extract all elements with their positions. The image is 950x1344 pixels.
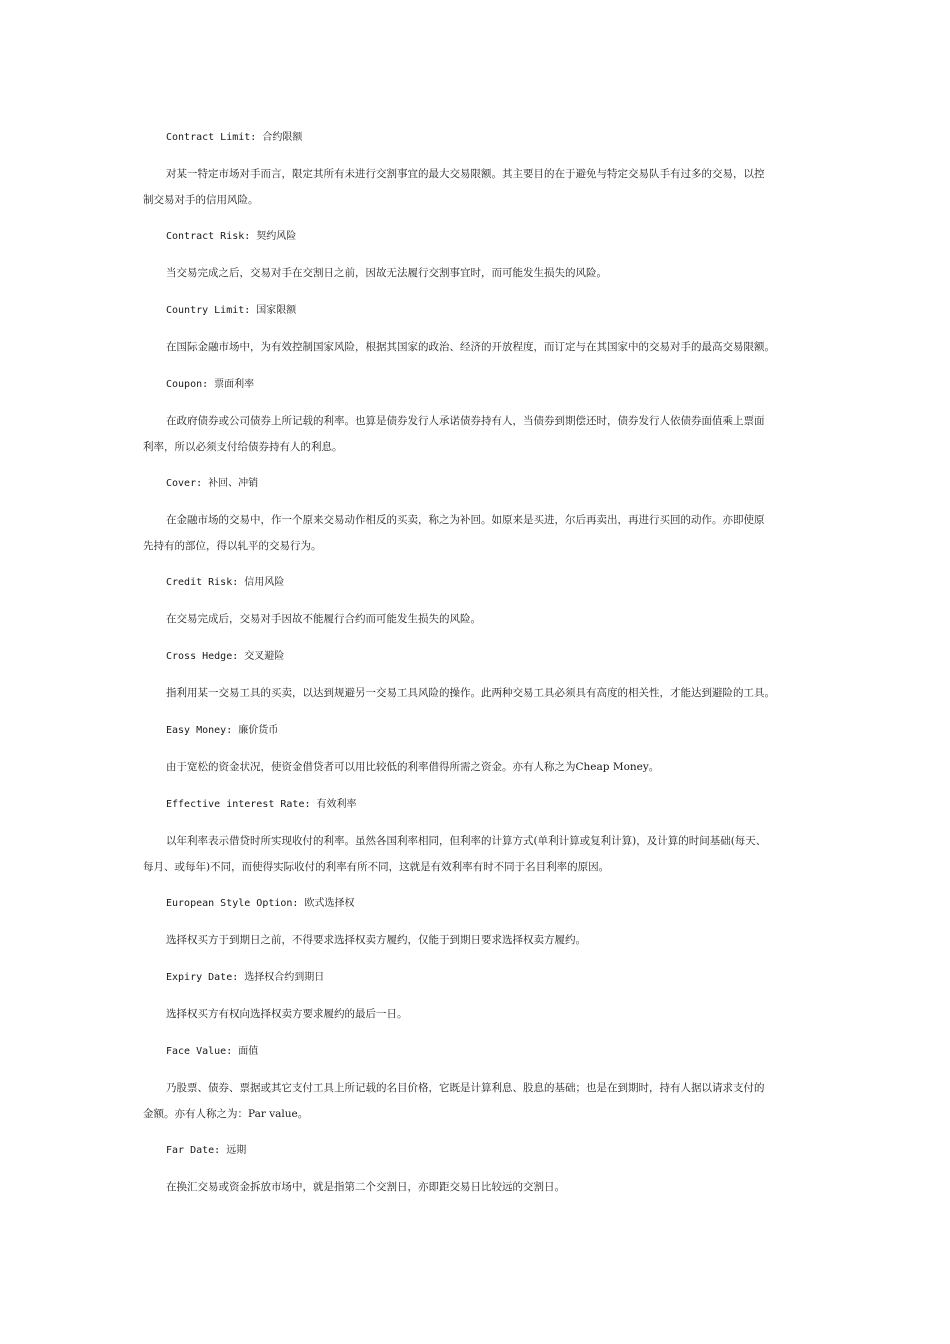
glossary-term: Contract Risk: 契约风险 bbox=[166, 231, 297, 242]
glossary-term: Country Limit: 国家限额 bbox=[166, 305, 297, 316]
glossary-term: Credit Risk: 信用风险 bbox=[166, 577, 285, 588]
glossary-definition-line: 制交易对手的信用风险。 bbox=[143, 194, 259, 206]
glossary-definition-line: 指利用某一交易工具的买卖，以达到规避另一交易工具风险的操作。此两种交易工具必须具有高度的相关性，才能达到避险的工具。 bbox=[166, 687, 775, 699]
glossary-term: Cover: 补回、冲销 bbox=[166, 478, 259, 489]
glossary-term: Far Date: 远期 bbox=[166, 1145, 247, 1156]
glossary-definition-line: 先持有的部位，得以轧平的交易行为。 bbox=[143, 540, 322, 552]
glossary-term: Expiry Date: 选择权合约到期日 bbox=[166, 972, 325, 983]
glossary-definition-line: 在政府债券或公司债券上所记载的利率。也算是债券发行人承诺债券持有人，当债券到期偿还时，债券发行人依债券面值乘上票面 bbox=[166, 415, 765, 427]
glossary-definition-line: 对某一特定市场对手而言，限定其所有未进行交割事宜的最大交易限额。其主要目的在于避免与特定交易队手有过多的交易，以控 bbox=[166, 168, 765, 180]
glossary-term: Face Value: 面值 bbox=[166, 1046, 259, 1057]
glossary-term: Effective interest Rate: 有效利率 bbox=[166, 799, 357, 810]
glossary-definition-line: 在国际金融市场中，为有效控制国家风险，根据其国家的政治、经济的开放程度，而订定与在其国家中的交易对手的最高交易限额。 bbox=[166, 341, 775, 353]
glossary-definition-line: 乃股票、债券、票据或其它支付工具上所记载的名目价格，它既是计算利息、股息的基础；也是在到期时，持有人据以请求支付的 bbox=[166, 1082, 765, 1094]
glossary-definition-line: 利率，所以必须支付给债券持有人的利息。 bbox=[143, 441, 343, 453]
glossary-term: Cross Hedge: 交叉避险 bbox=[166, 651, 285, 662]
glossary-term: Contract Limit: 合约限额 bbox=[166, 132, 303, 143]
glossary-definition-line: 选择权买方于到期日之前，不得要求选择权卖方履约，仅能于到期日要求选择权卖方履约。 bbox=[166, 934, 586, 946]
glossary-definition-line: 当交易完成之后，交易对手在交割日之前，因故无法履行交割事宜时，而可能发生损失的风险。 bbox=[166, 267, 607, 279]
glossary-definition-line: 在换汇交易或资金拆放市场中，就是指第二个交割日，亦即距交易日比较远的交割日。 bbox=[166, 1181, 565, 1193]
glossary-term: Coupon: 票面利率 bbox=[166, 379, 255, 390]
glossary-definition-line: 以年利率表示借贷时所实现收付的利率。虽然各国利率相同，但利率的计算方式(单利计算或复利计算)，及计算的时间基础(每天、 bbox=[166, 835, 767, 847]
glossary-definition-line: 选择权买方有权向选择权卖方要求履约的最后一日。 bbox=[166, 1008, 408, 1020]
glossary-definition-line: 金额。亦有人称之为：Par value。 bbox=[143, 1108, 309, 1120]
glossary-definition-line: 每月、或每年)不同，而使得实际收付的利率有所不同，这就是有效利率有时不同于名目利率的原因。 bbox=[143, 861, 610, 873]
glossary-term: Easy Money: 廉价货币 bbox=[166, 725, 279, 736]
glossary-definition-line: 由于宽松的资金状况，使资金借贷者可以用比较低的利率借得所需之资金。亦有人称之为Cheap Money。 bbox=[166, 761, 660, 773]
glossary-definition-line: 在金融市场的交易中，作一个原来交易动作相反的买卖，称之为补回。如原来是买进，尔后再卖出，再进行买回的动作。亦即使原 bbox=[166, 514, 765, 526]
glossary-term: European Style Option: 欧式选择权 bbox=[166, 898, 355, 909]
glossary-definition-line: 在交易完成后，交易对手因故不能履行合约而可能发生损失的风险。 bbox=[166, 613, 481, 625]
